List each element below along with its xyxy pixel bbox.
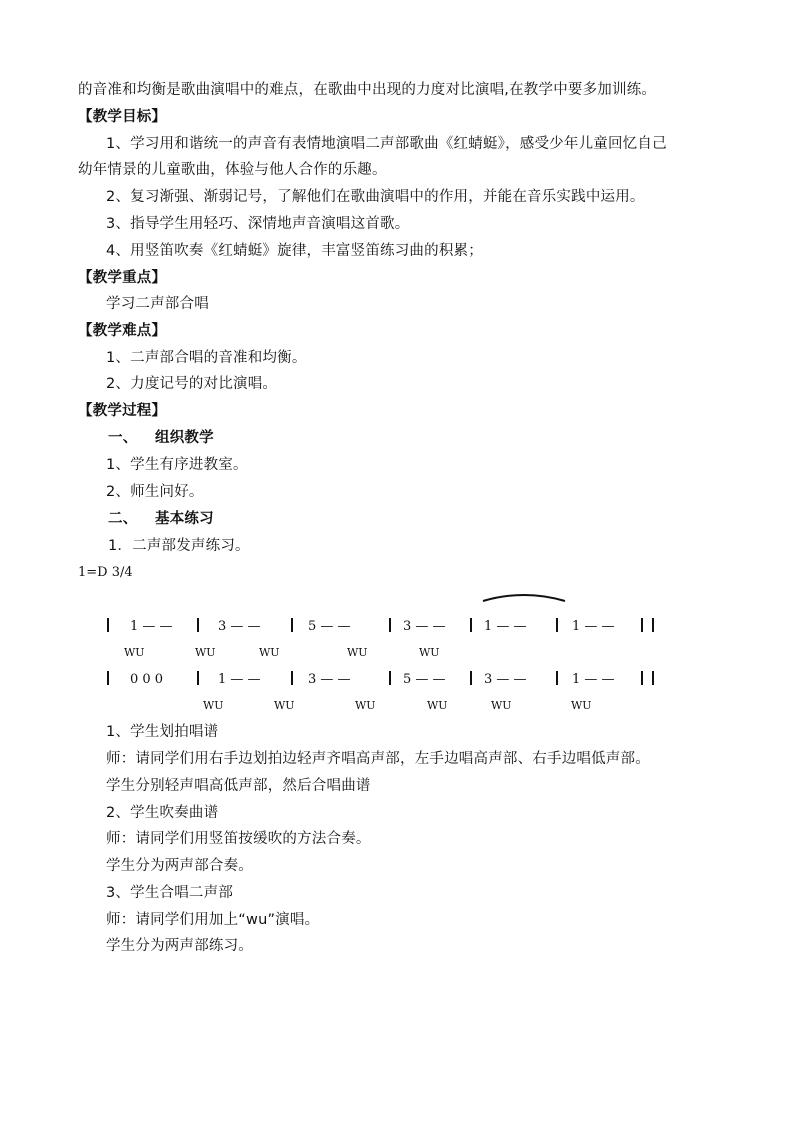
lower-lyric-4: WU: [427, 699, 448, 712]
process-heading: 【教学过程】: [78, 403, 167, 419]
lower-measure-2: 1 — —: [218, 672, 261, 687]
goal-item-1-line-1: 1、学习用和谐统一的声音有表情地演唱二声部歌曲《红蜻蜓》，感受少年儿童回忆自己: [106, 136, 667, 152]
goals-heading: 【教学目标】: [78, 109, 167, 125]
activity-2-students: 学生分为两声部合奏。: [106, 858, 253, 874]
intro-paragraph: 的音准和均衡是歌曲演唱中的难点，在歌曲中出现的力度对比演唱,在教学中要多加训练。: [78, 82, 657, 98]
key-time-signature: 1=D 3/4: [78, 565, 133, 580]
section-1-item-2: 2、师生问好。: [106, 484, 204, 500]
difficulty-item-2: 2、力度记号的对比演唱。: [106, 376, 278, 392]
activity-3-teacher: 师：请同学们用加上“wu”演唱。: [106, 912, 320, 928]
lower-measure-4: 5 — —: [403, 672, 446, 687]
upper-measure-4: 3 — —: [403, 619, 446, 634]
activity-1-teacher: 师：请同学们用右手边划拍边轻声齐唱高声部，左手边唱高声部、右手边唱低声部。: [106, 751, 650, 767]
upper-lyric-2: WU: [195, 646, 216, 659]
lower-measure-1: 0 0 0: [130, 672, 164, 687]
difficulty-item-1: 1、二声部合唱的音准和均衡。: [106, 350, 307, 366]
activity-1-title: 1、学生划拍唱谱: [106, 724, 219, 740]
upper-measure-5: 1 — —: [484, 619, 527, 634]
upper-lyric-4: WU: [347, 646, 368, 659]
key-point-item: 学习二声部合唱: [106, 296, 209, 312]
lower-measure-5: 3 — —: [484, 672, 527, 687]
activity-3-title: 3、学生合唱二声部: [106, 885, 234, 901]
lower-lyric-2: WU: [274, 699, 295, 712]
lower-lyric-5: WU: [491, 699, 512, 712]
activity-1-students: 学生分别轻声唱高低声部，然后合唱曲谱: [106, 778, 371, 794]
lower-lyric-1: WU: [203, 699, 224, 712]
key-points-heading: 【教学重点】: [78, 270, 167, 286]
goal-item-2: 2、复习渐强、渐弱记号，了解他们在歌曲演唱中的作用，并能在音乐实践中运用。: [106, 189, 645, 205]
upper-lyric-5: WU: [419, 646, 440, 659]
section-2-number: 二、: [108, 511, 138, 527]
section-1-title: 组织教学: [155, 430, 214, 446]
lower-lyric-6: WU: [571, 699, 592, 712]
upper-measure-1: 1 — —: [130, 619, 173, 634]
upper-measure-6: 1 — —: [572, 619, 615, 634]
upper-measure-3: 5 — —: [308, 619, 351, 634]
lower-measure-6: 1 — —: [572, 672, 615, 687]
section-2-item-1: 1．二声部发声练习。: [108, 538, 250, 554]
goal-item-4: 4、用竖笛吹奏《红蜻蜓》旋律，丰富竖笛练习曲的积累；: [106, 243, 483, 259]
slur-mark: [483, 595, 565, 601]
activity-3-students: 学生分为两声部练习。: [106, 938, 253, 954]
difficulties-heading: 【教学难点】: [78, 323, 167, 339]
upper-measure-2: 3 — —: [218, 619, 261, 634]
lower-lyric-3: WU: [355, 699, 376, 712]
goal-item-3: 3、指导学生用轻巧、深情地声音演唱这首歌。: [106, 216, 410, 232]
section-2-title: 基本练习: [155, 511, 214, 527]
lower-measure-3: 3 — —: [308, 672, 351, 687]
upper-lyric-3: WU: [259, 646, 280, 659]
section-1-number: 一、: [108, 430, 138, 446]
goal-item-1-line-2: 幼年情景的儿童歌曲，体验与他人合作的乐趣。: [78, 162, 387, 178]
activity-2-title: 2、学生吹奏曲谱: [106, 805, 219, 821]
upper-lyric-1: WU: [124, 646, 145, 659]
section-1-item-1: 1、学生有序进教室。: [106, 457, 248, 473]
activity-2-teacher: 师：请同学们用竖笛按缓吹的方法合奏。: [106, 831, 371, 847]
